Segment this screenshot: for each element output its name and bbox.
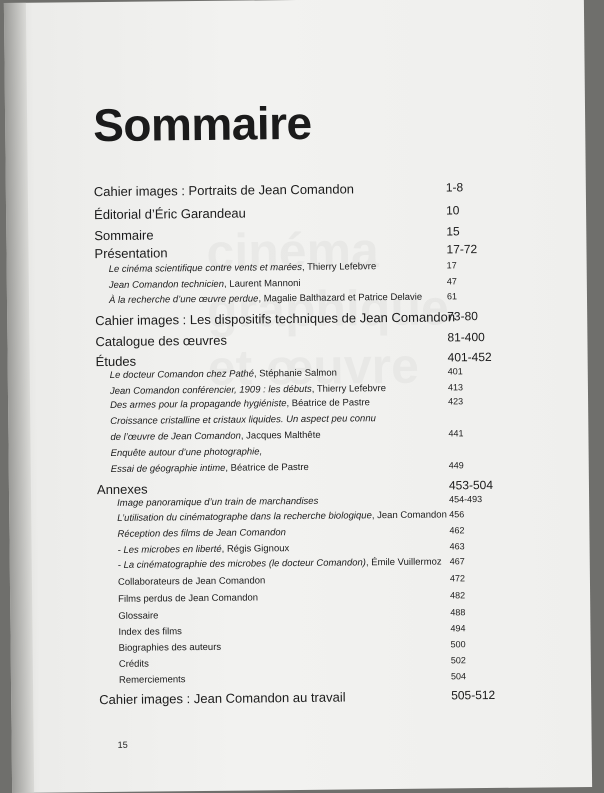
toc-entry-page: 454-493 xyxy=(449,494,483,505)
toc-entry-title xyxy=(111,446,263,459)
toc-entry-page: 505-512 xyxy=(451,687,496,703)
toc-entry-page: 61 xyxy=(446,291,458,302)
toc-entry-title xyxy=(110,413,376,427)
toc-entry-title: Glossaire xyxy=(118,610,159,622)
toc-entry-title: Cahier images : Les dispositifs techniques de Jean Comandon xyxy=(95,309,456,329)
toc-entry-title: Catalogue des œuvres xyxy=(95,332,228,350)
toc-entry-page: 502 xyxy=(450,655,466,666)
toc-entry-page: 17-72 xyxy=(446,242,478,257)
toc-entry-title: Cahier images : Jean Comandon au travail xyxy=(99,689,346,708)
toc-entry-title-italic: Essai de géographie intime xyxy=(110,462,226,475)
toc-entry-page: 449 xyxy=(448,460,464,471)
toc-entry-page: 423 xyxy=(448,396,464,407)
toc-entry-page: 413 xyxy=(447,382,464,393)
toc-entry-title-italic: L’utilisation du cinématographe dans la recherche biologique xyxy=(117,510,372,524)
toc-entry-author: , Émile Vuillermoz xyxy=(365,556,442,569)
page-number: 15 xyxy=(117,739,128,750)
toc-entry-title-italic: Le docteur Comandon chez Pathé xyxy=(109,368,255,381)
toc-entry-page: 504 xyxy=(450,671,467,682)
toc-entry-page: 456 xyxy=(449,509,465,520)
toc-entry-page: 472 xyxy=(449,573,466,584)
toc-entry-title-italic: Le cinéma scientifique contre vents et marées xyxy=(108,261,302,275)
toc-entry-title: Index des films xyxy=(118,626,182,638)
toc-entry-title-italic: Jean Comandon conférencier, 1909 : les débuts xyxy=(109,383,312,397)
toc-entry-title: Crédits xyxy=(118,658,149,670)
toc-entry-title-italic: Enquête autour d’une photographie, xyxy=(110,446,263,459)
toc-entry-title: Remerciements xyxy=(118,674,186,686)
toc-entry-title-italic: À la recherche d’une œuvre perdue xyxy=(108,293,259,306)
toc-entry-title: Biographies des auteurs xyxy=(118,641,222,654)
toc-entry-author: , Jacques Malthête xyxy=(240,429,321,442)
toc-entry-author: , Magalie Balthazard et Patrice Delavie xyxy=(258,291,423,305)
table-of-contents xyxy=(4,0,584,708)
toc-entry-title xyxy=(118,543,290,556)
toc-entry-title-italic: Des armes pour la propagande hygiéniste xyxy=(110,398,287,411)
toc-entry-title xyxy=(111,462,309,475)
toc-entry-title-italic: - La cinématographie des microbes (le docteur Comandon) xyxy=(117,557,367,571)
toc-entry-title: Études xyxy=(95,353,137,370)
toc-entry-title xyxy=(110,368,337,381)
toc-entry-page: 482 xyxy=(450,590,466,601)
toc-entry-page: 463 xyxy=(449,541,465,552)
toc-entry-title xyxy=(110,397,370,411)
toc-entry-title-italic: Jean Comandon technicien xyxy=(108,278,225,291)
toc-entry-page: 494 xyxy=(450,623,466,634)
toc-entry-author: , Laurent Mannoni xyxy=(223,277,301,290)
toc-entry-title xyxy=(117,496,318,509)
toc-entry-title xyxy=(117,509,447,523)
toc-entry-title xyxy=(109,278,301,291)
page-title: Sommaire xyxy=(92,96,312,152)
toc-entry-author: , Thierry Lefebvre xyxy=(311,383,387,395)
toc-entry-author: , Béatrice de Pastre xyxy=(225,461,309,474)
toc-entry-title-italic: - Les microbes en liberté xyxy=(117,543,222,556)
toc-entry-page: 453-504 xyxy=(448,477,494,493)
toc-entry-author: , Thierry Lefebvre xyxy=(301,261,377,273)
toc-entry-author: , Jean Comandon xyxy=(371,509,447,522)
toc-entry-page: 15 xyxy=(446,224,460,239)
toc-entry-page: 73-80 xyxy=(447,309,478,324)
toc-entry-title: Sommaire xyxy=(94,227,154,244)
toc-entry-page: 17 xyxy=(446,260,457,271)
toc-entry-page: 462 xyxy=(449,525,465,536)
toc-entry xyxy=(6,202,566,226)
toc-entry-page: 500 xyxy=(450,639,466,650)
toc-entry-page: 1-8 xyxy=(445,180,464,195)
toc-entry-page: 488 xyxy=(450,607,466,618)
toc-entry-title: Éditorial d’Éric Garandeau xyxy=(94,205,246,223)
toc-entry-page: 401-452 xyxy=(447,349,492,365)
toc-entry-title xyxy=(118,557,442,571)
toc-entry-title xyxy=(117,527,286,540)
toc-entry-title xyxy=(109,261,377,275)
toc-entry xyxy=(6,179,566,203)
toc-entry-title xyxy=(109,292,422,306)
toc-entry-author: , Régis Gignoux xyxy=(221,543,290,555)
toc-entry-page: 47 xyxy=(446,276,457,287)
toc-entry-author: , Béatrice de Pastre xyxy=(286,397,370,410)
toc-entry-author: , Stéphanie Salmon xyxy=(253,367,337,380)
toc-entry-title xyxy=(110,430,320,443)
toc-entry-title-italic: de l’œuvre de Jean Comandon xyxy=(110,430,241,443)
toc-entry-title xyxy=(110,383,386,397)
toc-entry-title-italic: Croissance cristalline et cristaux liquides. Un aspect peu connu xyxy=(110,413,376,427)
toc-entry-title: Cahier images : Portraits de Jean Comandon xyxy=(93,181,355,200)
toc-entry-title: Films perdus de Jean Comandon xyxy=(118,592,259,605)
book-page xyxy=(4,0,592,793)
toc-entry-title: Annexes xyxy=(96,481,148,498)
toc-entry-page: 441 xyxy=(448,428,464,439)
toc-entry-title: Collaborateurs de Jean Comandon xyxy=(117,575,266,588)
toc-entry-title: Présentation xyxy=(94,245,168,262)
toc-entry-page: 10 xyxy=(446,203,460,218)
toc-entry-title-italic: Réception des films de Jean Comandon xyxy=(117,527,286,540)
toc-entry-page: 81-400 xyxy=(447,330,485,345)
toc-entry-title-italic: Image panoramique d’un train de marchandises xyxy=(117,495,319,509)
toc-entry-page: 467 xyxy=(449,556,465,567)
toc-entry-page: 401 xyxy=(447,366,463,377)
